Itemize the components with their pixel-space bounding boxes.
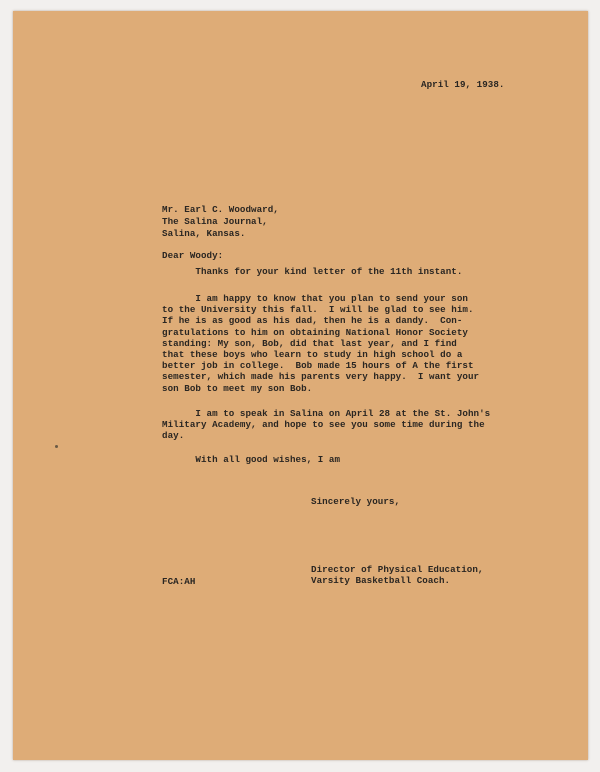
paragraph-line: Military Academy, and hope to see you some time during the [162, 419, 485, 431]
paragraph-line: day. [162, 430, 185, 442]
paragraph-line: to the University this fall. I will be glad to see him. [162, 304, 474, 316]
paragraph-line: I am to speak in Salina on April 28 at the St. John's [162, 408, 491, 419]
paragraph-line: I am happy to know that you plan to send your son [162, 293, 468, 304]
paragraph-line: Thanks for your kind letter of the 11th instant. [162, 266, 463, 277]
paragraph-speaking [162, 408, 494, 442]
paragraph-thanks [162, 266, 494, 277]
paragraph-son-university [162, 293, 494, 394]
signer-title-line: Director of Physical Education, [311, 564, 484, 575]
letter-page [13, 11, 588, 760]
signer-title [311, 564, 483, 586]
paragraph-line: son Bob to meet my son Bob. [162, 382, 313, 394]
recipient-address [162, 204, 279, 241]
paragraph-line: that these boys who learn to study in high school do a [162, 349, 463, 361]
signer-title-line: Varsity Basketball Coach. [311, 575, 451, 587]
address-line-name: Mr. Earl C. Woodward, [162, 204, 279, 215]
address-line-city: Salina, Kansas. [162, 228, 246, 240]
paragraph-line: With all good wishes, I am [162, 454, 341, 465]
paragraph-line: gratulations to him on obtaining National Honor Society [162, 326, 468, 338]
address-line-organization: The Salina Journal, [162, 216, 268, 228]
paragraph-line: standing: My son, Bob, did that last year, and I find [162, 337, 457, 349]
complimentary-close: Sincerely yours, [311, 496, 401, 507]
paragraph-line: semester, which made his parents very happy. I want your [162, 371, 480, 383]
salutation: Dear Woody: [162, 250, 224, 261]
paragraph-line: better job in college. Bob made 15 hours of A the first [162, 360, 474, 372]
letter-date: April 19, 1938. [421, 79, 505, 90]
paragraph-line: If he is as good as his dad, then he is a dandy. Con- [162, 315, 463, 327]
paragraph-good-wishes [162, 454, 494, 465]
reference-initials: FCA:AH [162, 576, 196, 587]
paper-speck [55, 445, 58, 448]
